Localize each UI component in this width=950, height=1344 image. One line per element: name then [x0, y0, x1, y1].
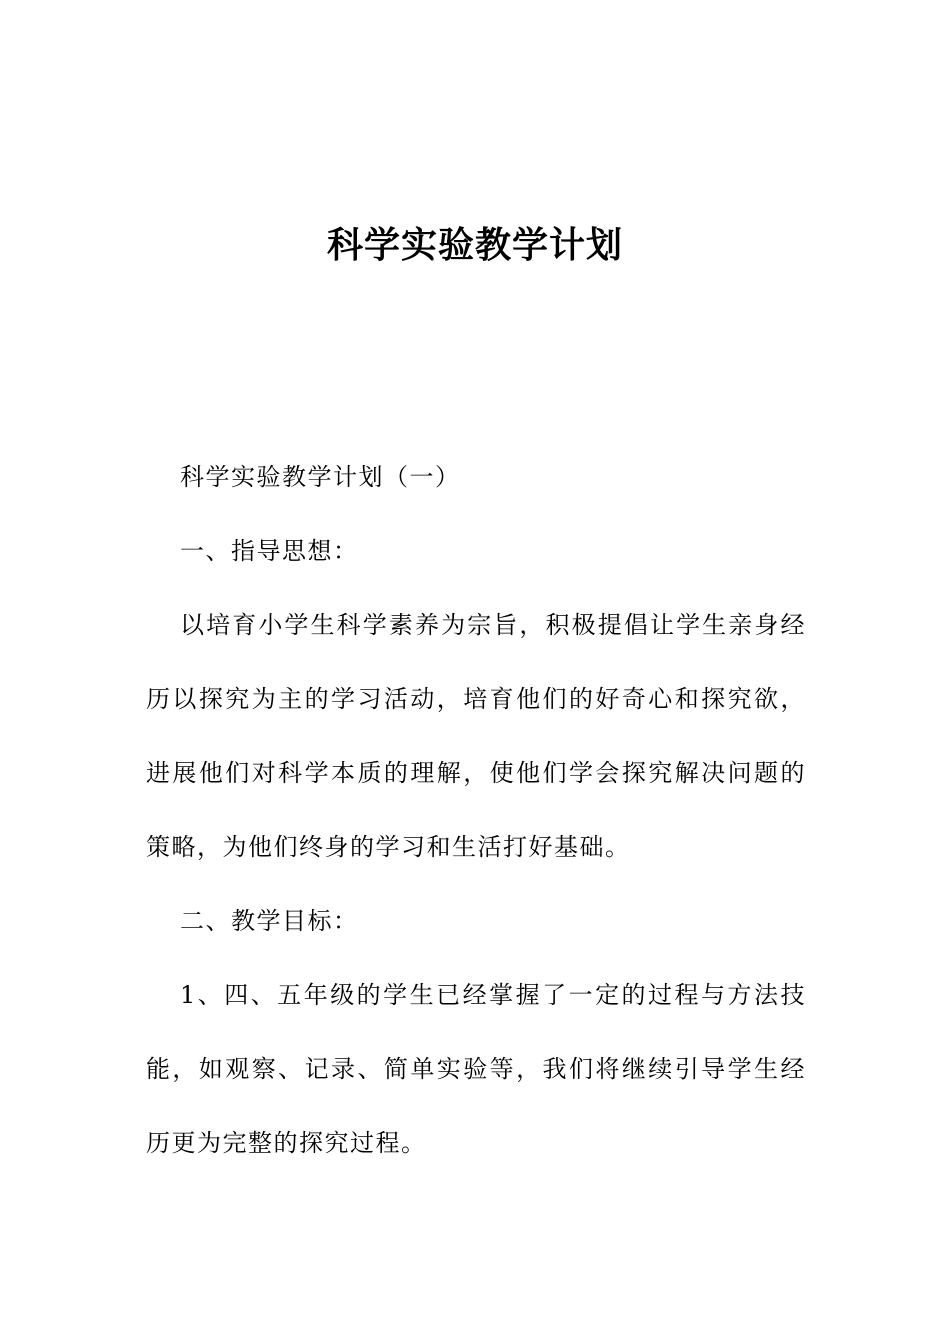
paragraph-guiding-ideology-heading: 一、指导思想：	[180, 537, 359, 565]
document-body	[146, 440, 806, 1180]
document-title: 科学实验教学计划	[326, 225, 623, 266]
paragraph-teaching-goal-1: 1、四、五年级的学生已经掌握了一定的过程与方法技能，如观察、记录、简单实验等，我们将继续引导学生经历更为完整的探究过程。	[146, 981, 806, 1157]
paragraph-teaching-goals-heading: 二、教学目标：	[180, 907, 359, 935]
paragraph-section-heading: 科学实验教学计划（一）	[180, 463, 461, 491]
paragraph-guiding-ideology: 以培育小学生科学素养为宗旨，积极提倡让学生亲身经历以探究为主的学习活动，培育他们的好奇心和探究欲，进展他们对科学本质的理解，使他们学会探究解决问题的策略，为他们终身的学习和生活打好基础。	[146, 611, 806, 861]
